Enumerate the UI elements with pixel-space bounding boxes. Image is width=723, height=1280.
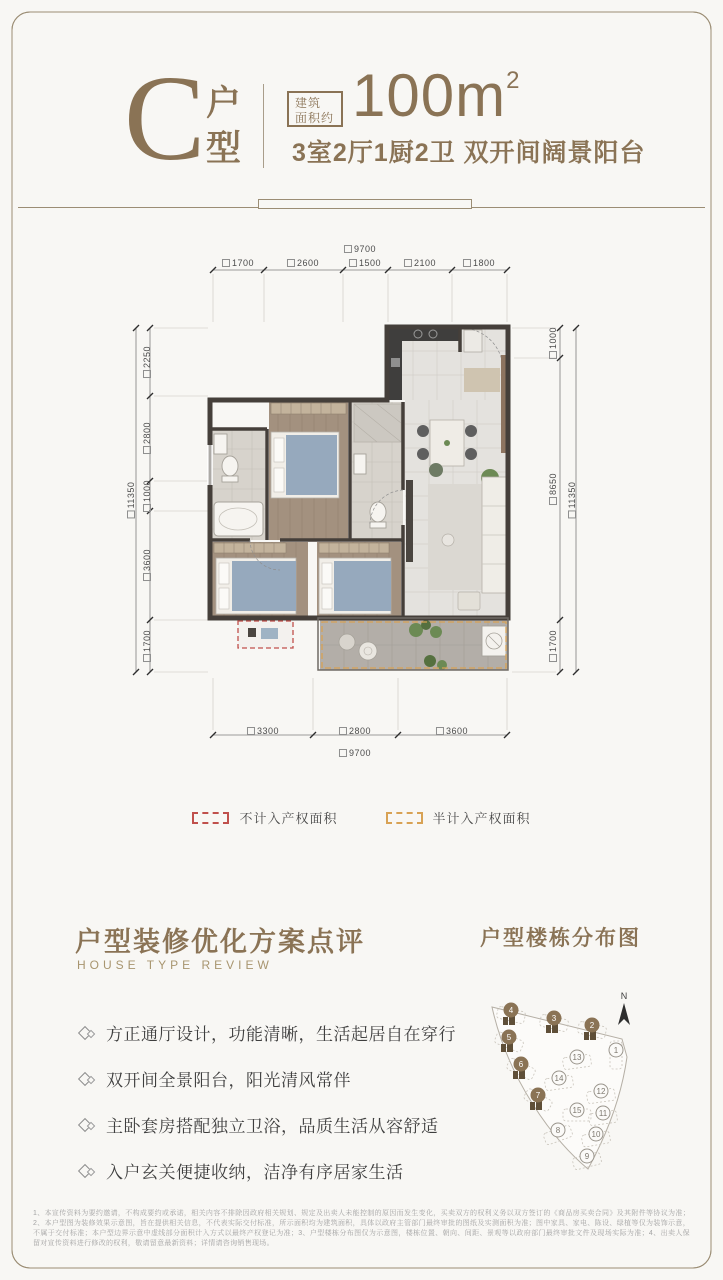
dim-top-5: 1800 bbox=[463, 258, 495, 268]
building-number: 3 bbox=[551, 1014, 557, 1023]
pillow bbox=[322, 588, 332, 609]
building-number: 13 bbox=[572, 1053, 582, 1062]
kitchen-sink bbox=[391, 358, 400, 367]
toilet bbox=[370, 502, 386, 522]
building-number: 15 bbox=[572, 1106, 582, 1115]
dining-chair bbox=[417, 448, 429, 460]
legend-half-counted bbox=[386, 808, 531, 827]
building-number: 4 bbox=[508, 1006, 514, 1015]
pillow bbox=[322, 563, 332, 584]
dining-chair bbox=[465, 425, 477, 437]
area-label-line1: 建筑 bbox=[295, 96, 322, 110]
dining-chair bbox=[465, 448, 477, 460]
area-legend bbox=[0, 808, 723, 827]
building-number: 2 bbox=[589, 1021, 595, 1030]
dim-right-total: 11350 bbox=[567, 482, 577, 519]
bathtub bbox=[214, 502, 263, 536]
pillow bbox=[219, 588, 229, 609]
area-value: $100m^2$ bbox=[352, 62, 521, 129]
legend-not-counted-label: 不计入产权面积 bbox=[239, 811, 338, 826]
header-rule-ornament bbox=[258, 199, 472, 209]
dim-left-4: 3600 bbox=[142, 549, 152, 581]
balcony-plant bbox=[424, 655, 436, 667]
building-number: 9 bbox=[584, 1152, 590, 1161]
review-subtitle: HOUSE TYPE REVIEW bbox=[77, 958, 273, 972]
dim-top-2: 2600 bbox=[287, 258, 319, 268]
building-number: 10 bbox=[591, 1130, 601, 1139]
entry-mat bbox=[464, 368, 500, 392]
bed-blanket bbox=[334, 561, 391, 611]
building-number: 14 bbox=[554, 1074, 564, 1083]
fridge bbox=[464, 330, 482, 352]
dim-top-total: 9700 bbox=[344, 244, 376, 254]
dim-left-3: 1000 bbox=[142, 480, 152, 512]
floor-lamp bbox=[429, 463, 443, 477]
review-title: 户型装修优化方案点评 bbox=[75, 927, 365, 957]
table-plant bbox=[444, 440, 450, 446]
review-point-text: 主卧套房搭配独立卫浴，品质生活从容舒适 bbox=[106, 1117, 439, 1136]
dim-top-3: 1500 bbox=[349, 258, 381, 268]
review-points bbox=[78, 1020, 468, 1204]
balcony-table bbox=[359, 642, 377, 660]
tv-cabinet bbox=[406, 480, 413, 562]
building-icon bbox=[503, 1017, 508, 1025]
building-icon bbox=[501, 1044, 506, 1052]
floor-plan-drawing bbox=[130, 240, 590, 775]
building-number: 1 bbox=[613, 1046, 619, 1055]
dim-left-total: 11350 bbox=[126, 482, 136, 519]
area-superscript: 2 bbox=[506, 67, 521, 94]
wardrobe bbox=[214, 543, 286, 553]
building-icon bbox=[584, 1032, 589, 1040]
dim-right-3: 1700 bbox=[548, 630, 558, 662]
building-number: 5 bbox=[506, 1033, 512, 1042]
rug bbox=[428, 484, 486, 590]
ottoman bbox=[458, 592, 480, 610]
building-icon bbox=[530, 1102, 535, 1110]
wardrobe bbox=[319, 543, 389, 553]
unit-type-word-2: 型 bbox=[206, 129, 242, 168]
building-number: 12 bbox=[596, 1087, 606, 1096]
area-label-line2: 面积约 bbox=[295, 111, 335, 125]
pillow bbox=[219, 563, 229, 584]
dining-chair bbox=[417, 425, 429, 437]
building-number: 7 bbox=[535, 1091, 541, 1100]
review-point bbox=[78, 1158, 468, 1183]
diamond-bullet-icon bbox=[78, 1117, 98, 1133]
dim-right-1: 1000 bbox=[548, 327, 558, 359]
balcony-chair bbox=[339, 634, 355, 650]
unit-spec-line: 3室2厅1厨2卫 双开间阔景阳台 bbox=[292, 139, 646, 167]
header-divider bbox=[263, 84, 264, 168]
compass-arrow-icon bbox=[618, 1003, 630, 1025]
review-point bbox=[78, 1066, 468, 1091]
side-table bbox=[442, 534, 454, 546]
area-label-box bbox=[287, 91, 343, 127]
review-point bbox=[78, 1020, 468, 1045]
dim-bottom-1: 3300 bbox=[247, 726, 279, 736]
legend-half-counted-label: 半计入产权面积 bbox=[432, 811, 531, 826]
toilet bbox=[222, 456, 238, 476]
diamond-bullet-icon bbox=[78, 1071, 98, 1087]
building-number: 11 bbox=[598, 1109, 608, 1118]
dim-left-2: 2800 bbox=[142, 422, 152, 454]
review-point-text: 入户玄关便捷收纳，洁净有序居家生活 bbox=[106, 1163, 404, 1182]
unit-type-letter: C bbox=[124, 51, 206, 186]
sitemap-title: 户型楼栋分布图 bbox=[480, 927, 641, 950]
building-icon bbox=[513, 1071, 518, 1079]
building-number: 8 bbox=[555, 1126, 561, 1135]
compass-label: N bbox=[620, 991, 628, 1001]
bathroom-sink bbox=[354, 454, 366, 474]
footer-disclaimer: 1、本宣传资料为要约邀请，不构成要约或承诺，相关内容不排除因政府相关规划、规定及出卖人未能控制的原因而发生变化，买卖双方的权利义务以双方签订的《商品房买卖合同》及其附件等协议为准；2、本户型图为装修效果示意图，旨在提供相关信息，不代表实际交付标准，所示面积均为建筑面积，具体以政府主管部门最终审批的图纸及实测面积为准；图中家具、家电、陈设、绿植等仅为装饰示意，不属于交付标准；本户型边界示意中虚线部分面积计入方式以最终产权登记为准；3、户型楼栋分布图仅为示意图，楼栋位置、朝向、间距、景观等以政府部门最终审批文件及现场实际为准；4、出卖人保留对宣传资料进行修改的权利，敬请留意最新资料；详情请咨询销售现场。 bbox=[33, 1210, 690, 1247]
bathroom-sink bbox=[214, 434, 227, 454]
bed-blanket bbox=[232, 561, 296, 611]
review-point bbox=[78, 1112, 468, 1137]
wardrobe bbox=[271, 403, 346, 414]
building-icon bbox=[546, 1025, 551, 1033]
balcony-plant bbox=[409, 623, 423, 637]
dim-bottom-total: 9700 bbox=[339, 748, 371, 758]
dim-top-4: 2100 bbox=[404, 258, 436, 268]
pillow bbox=[274, 438, 284, 462]
dim-left-5: 1700 bbox=[142, 630, 152, 662]
building-distribution-map bbox=[478, 985, 700, 1195]
review-point-text: 方正通厅设计，功能清晰，生活起居自在穿行 bbox=[106, 1025, 456, 1044]
dim-top-1: 1700 bbox=[222, 258, 254, 268]
diamond-bullet-icon bbox=[78, 1163, 98, 1179]
legend-not-counted bbox=[192, 808, 337, 827]
dim-bottom-2: 2800 bbox=[339, 726, 371, 736]
building-number: 6 bbox=[518, 1060, 524, 1069]
orange-dashed-swatch bbox=[386, 812, 423, 824]
review-point-text: 双开间全景阳台，阳光清风常伴 bbox=[106, 1071, 351, 1090]
pillow bbox=[274, 468, 284, 492]
dim-left-1: 2250 bbox=[142, 346, 152, 378]
dim-bottom-3: 3600 bbox=[436, 726, 468, 736]
unit-type-word-1: 户 bbox=[206, 84, 242, 123]
bed-blanket bbox=[286, 435, 337, 495]
dim-right-2: 8650 bbox=[548, 473, 558, 505]
diamond-bullet-icon bbox=[78, 1025, 98, 1041]
red-dashed-swatch bbox=[192, 812, 229, 824]
